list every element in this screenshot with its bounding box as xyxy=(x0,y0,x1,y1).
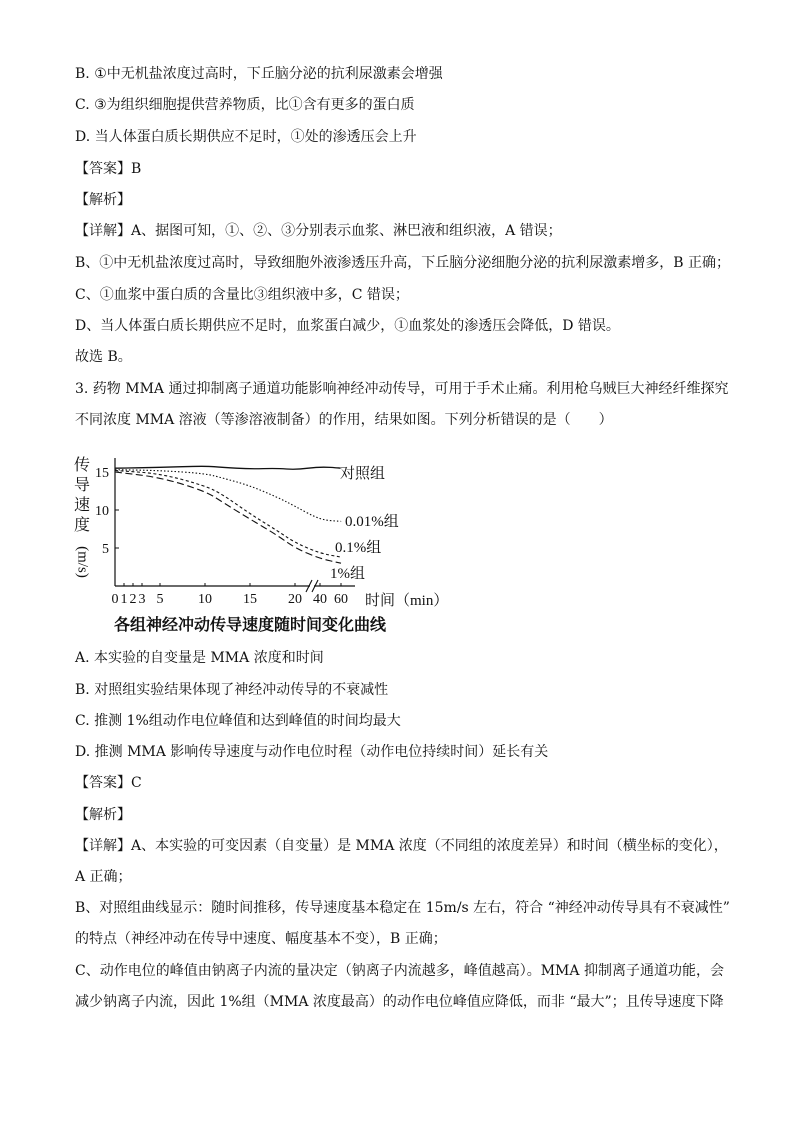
text-line: 【解析】 xyxy=(75,192,131,208)
text-line: 【详解】A、本实验的可变因素（自变量）是 MMA 浓度（不同组的浓度差异）和时间（横坐标的变化）， xyxy=(75,838,728,854)
text-line: D. 当人体蛋白质长期供应不足时，①处的渗透压会上升 xyxy=(75,129,417,145)
text-line: 故选 B。 xyxy=(75,349,132,365)
x-tick-label: 10 xyxy=(198,592,212,607)
y-axis-label-char: 导 xyxy=(73,477,91,494)
series-line-1 xyxy=(115,470,341,522)
series-label: 0.01%组 xyxy=(345,514,399,530)
y-axis-unit: (m/s) xyxy=(74,546,91,578)
text-line: 减少钠离子内流，因此 1%组（MMA 浓度最高）的动作电位峰值应降低，而非 “最大”；且传导速度下降 xyxy=(75,994,724,1010)
text-line: B. ①中无机盐浓度过高时，下丘脑分泌的抗利尿激素会增强 xyxy=(75,66,443,82)
chart-labels xyxy=(74,456,448,634)
conduction-velocity-chart xyxy=(70,448,450,638)
y-axis-label-char: 传 xyxy=(73,457,91,474)
text-line: C、①血浆中蛋白质的含量比③组织液中多，C 错误； xyxy=(75,287,409,303)
text-line: B、①中无机盐浓度过高时，导致细胞外液渗透压升高，下丘脑分泌细胞分泌的抗利尿激素增多，B 正确； xyxy=(75,255,731,271)
text-line: 的特点（神经冲动在传导中速度、幅度基本不变），B 正确； xyxy=(75,931,447,947)
series-label: 对照组 xyxy=(340,466,386,482)
x-tick-label: 5 xyxy=(156,592,164,607)
y-tick-label: 15 xyxy=(95,466,109,481)
x-tick-label: 1 xyxy=(120,592,128,607)
text-line: 【解析】 xyxy=(75,807,131,823)
series-line-2 xyxy=(115,471,341,558)
x-axis-label: 时间（min） xyxy=(365,593,449,609)
text-line: B. 对照组实验结果体现了神经冲动传导的不衰减性 xyxy=(75,682,389,698)
x-tick-label: 20 xyxy=(288,592,302,607)
text-line: 【详解】A、据图可知，①、②、③分别表示血浆、淋巴液和组织液，A 错误； xyxy=(75,223,562,239)
y-tick-label: 5 xyxy=(102,542,109,557)
series-label: 1%组 xyxy=(330,566,365,582)
text-line: D、当人体蛋白质长期供应不足时，血浆蛋白减少，①血浆处的渗透压会降低，D 错误。 xyxy=(75,318,620,334)
chart-title: 各组神经冲动传导速度随时间变化曲线 xyxy=(113,617,387,634)
text-line: A. 本实验的自变量是 MMA 浓度和时间 xyxy=(75,650,324,666)
text-line: 3. 药物 MMA 通过抑制离子通道功能影响神经冲动传导，可用于手术止痛。利用枪乌贼巨大神经纤维探究 xyxy=(75,381,729,397)
y-tick-label: 10 xyxy=(95,504,109,519)
series-line-3 xyxy=(115,472,341,563)
x-tick-label: 3 xyxy=(138,592,146,607)
text-line: B、对照组曲线显示：随时间推移，传导速度基本稳定在 15m/s 左右，符合 “神经冲动传导具有不衰减性” xyxy=(75,900,730,916)
x-tick-label: 15 xyxy=(243,592,257,607)
x-tick-label: 40 xyxy=(313,592,327,607)
x-tick-label: 60 xyxy=(334,592,348,607)
series-label: 0.1%组 xyxy=(335,540,382,556)
text-line: 【答案】B xyxy=(75,161,142,177)
text-line: C、动作电位的峰值由钠离子内流的量决定（钠离子内流越多，峰值越高）。MMA 抑制离子通道功能，会 xyxy=(75,963,724,979)
y-axis-label-char: 速 xyxy=(73,497,91,514)
series-line-0 xyxy=(115,466,341,469)
chart-series xyxy=(115,466,341,563)
x-tick-label: 2 xyxy=(129,592,137,607)
text-line: C. ③为组织细胞提供营养物质，比①含有更多的蛋白质 xyxy=(75,97,415,113)
text-line: 不同浓度 MMA 溶液（等渗溶液制备）的作用，结果如图。下列分析错误的是（ ） xyxy=(75,412,613,428)
x-tick-label: 0 xyxy=(111,592,119,607)
text-line: A 正确； xyxy=(75,869,132,885)
text-line: C. 推测 1%组动作电位峰值和达到峰值的时间均最大 xyxy=(75,713,401,729)
y-axis-label-char: 度 xyxy=(73,517,91,534)
chart-axes xyxy=(115,458,355,592)
text-line: 【答案】C xyxy=(75,775,142,791)
text-line: D. 推测 MMA 影响传导速度与动作电位时程（动作电位持续时间）延长有关 xyxy=(75,744,549,760)
